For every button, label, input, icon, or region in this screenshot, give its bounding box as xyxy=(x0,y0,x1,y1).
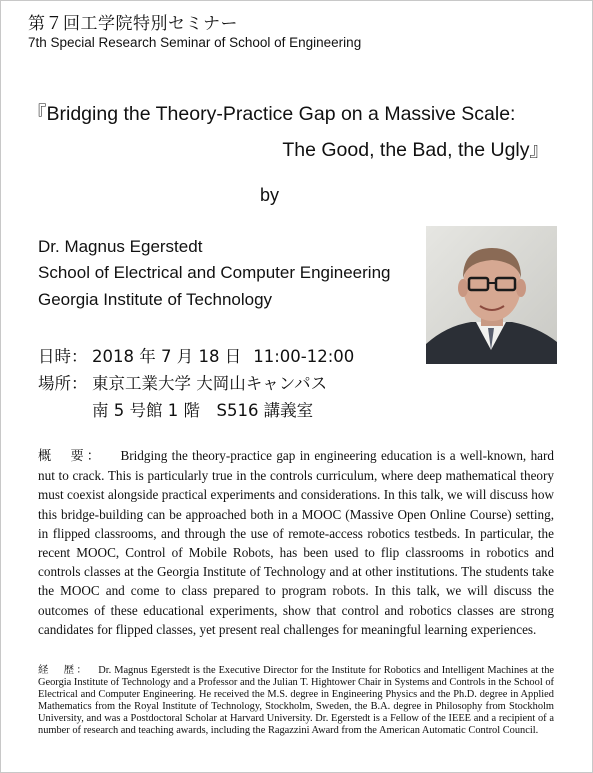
talk-title-line-2: The Good, the Bad, the Ugly』 xyxy=(282,139,549,161)
bio-paragraph xyxy=(38,664,554,738)
bio-text: Dr. Magnus Egerstedt is the Executive Director for the Institute for Robotics and Intelligent Machines at the Georgia Institute of Technology and a Professor and the Julian T. Hightower Chair in Systems and Controls in the School of Electrical and Computer Engineering. He received the M.S. degree in Engineering Physics and the Ph.D. degree in Applied Mathematics from the Royal Institute of Technology, Stockholm, Sweden, the B.A. degree in Philosophy from Stockholm University, and was a Postdoctoral Scholar at Harvard University. Dr. Egerstedt is a Fellow of the IEEE and a recipient of a number of research and teaching awards, including the Ragazzini Award from the American Automatic Control Council. xyxy=(38,665,555,737)
place-line xyxy=(38,370,327,394)
abstract-text: Bridging the theory-practice gap in engineering education is a well-known, hard nut to crack. This is particularly true in the controls curriculum, where deep mathematical theory must coexist alongside practical experiments and considerations. In this talk, we will discuss how this bridge-building can be approached both in a MOOC (Massive Open Online Course) setting, in flipped classrooms, and through the use of remote-access robotics testbeds. In particular, the recent MOOC, Control of Mobile Robots, has been used to flip classrooms in robotics and controls classes at the Georgia Institute of Technology and at other institutions. The students take the MOOC and come to class prepared to program robots. In this talk, we will discuss the outcomes of these educational experiments, show that control and robotics classes are strong candidates for flipped classes, yet present real challenges for meaningful learning experiences. xyxy=(38,448,555,637)
speaker-school: School of Electrical and Computer Engineering xyxy=(38,263,391,282)
bio-label: 経 歴： xyxy=(38,664,90,676)
seminar-place: 東京工業大学 大岡山キャンパス xyxy=(92,374,328,393)
date-label: 日時： xyxy=(38,347,88,366)
date-line xyxy=(38,343,354,367)
by-label: by xyxy=(260,185,280,205)
speaker-photo xyxy=(426,226,557,364)
series-title-ja: 第７回工学院特別セミナー xyxy=(28,14,238,34)
abstract-paragraph xyxy=(38,446,554,639)
series-title-en: 7th Special Research Seminar of School of Engineering xyxy=(28,35,362,50)
abstract-label: 概 要： xyxy=(38,449,103,464)
seminar-time: 11:00-12:00 xyxy=(253,347,355,366)
seminar-room: 南 5 号館 1 階 S516 講義室 xyxy=(92,401,314,420)
speaker-institute: Georgia Institute of Technology xyxy=(38,290,273,309)
place-label: 場所： xyxy=(38,374,88,393)
speaker-name: Dr. Magnus Egerstedt xyxy=(38,237,203,256)
seminar-date: 2018 年 7 月 18 日 xyxy=(92,347,242,366)
talk-title-line-1: 『Bridging the Theory-Practice Gap on a Massive Scale: xyxy=(27,103,516,125)
